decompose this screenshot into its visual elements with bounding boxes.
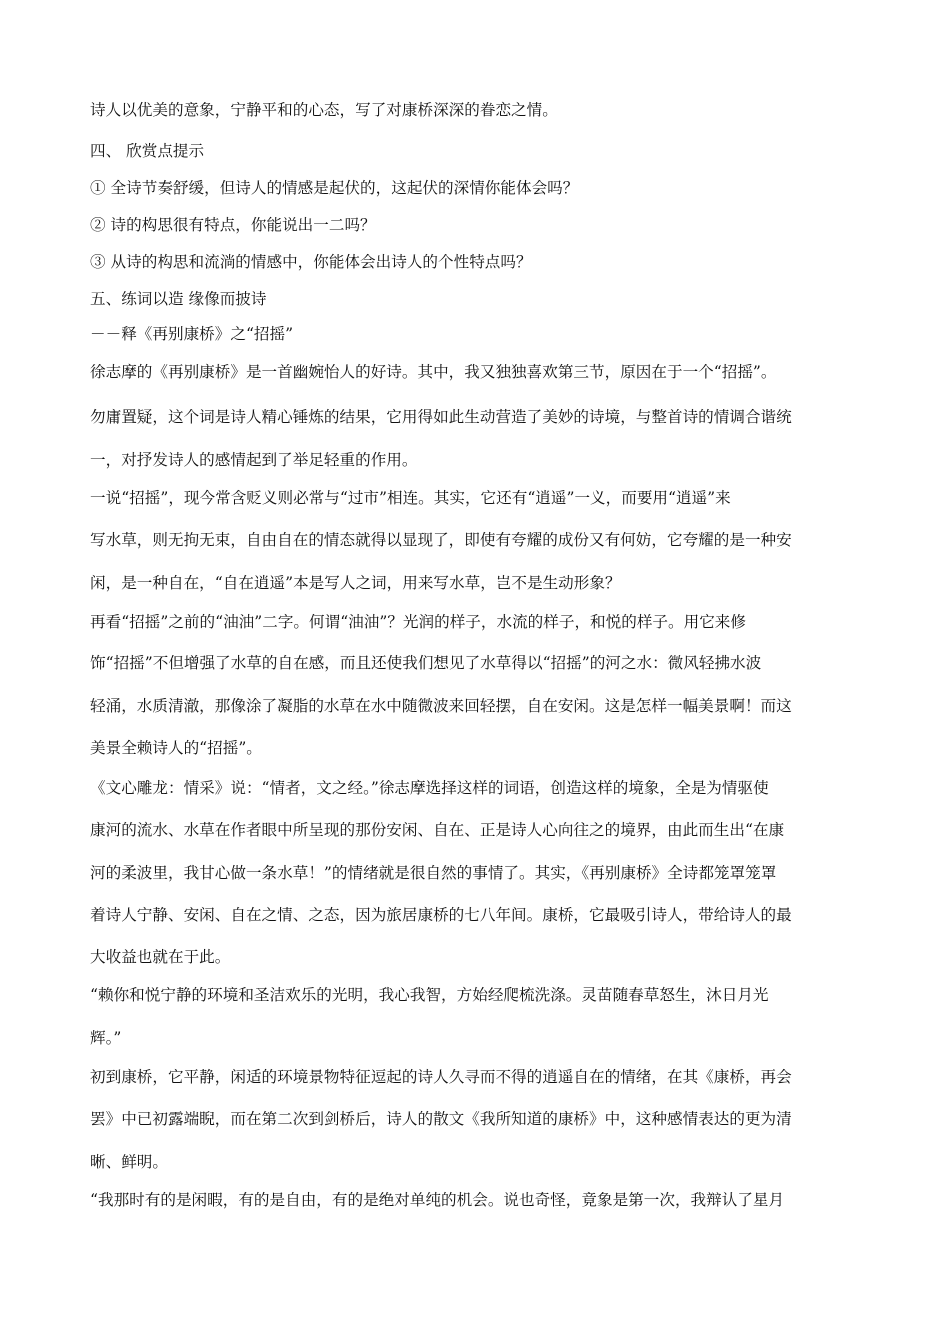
text-line: 再看“招摇”之前的“油油”二字。何谓“油油”？光润的样子，水流的样子，和悦的样子。用它来修 xyxy=(90,613,746,631)
section-heading: 五、练词以造 缘像而披诗 xyxy=(90,290,267,308)
text-line: 晰、鲜明。 xyxy=(90,1153,168,1171)
text-line: 康河的流水、水草在作者眼中所呈现的那份安闲、自在、正是诗人心向往之的境界，由此而生出“在康 xyxy=(90,821,785,839)
text-line: 大收益也就在于此。 xyxy=(90,948,231,966)
text-line: 一说“招摇”，现今常含贬义则必常与“过市”相连。其实，它还有“逍遥”一义，而要用“逍遥”来 xyxy=(90,489,731,507)
text-line: 着诗人宁静、安闲、自在之情、之态，因为旅居康桥的七八年间。康桥，它最吸引诗人，带给诗人的最 xyxy=(90,906,792,924)
text-line: 诗人以优美的意象，宁静平和的心态，写了对康桥深深的眷恋之情。 xyxy=(90,101,558,119)
text-line: 写水草，则无拘无束，自由自在的情态就得以显现了，即使有夸耀的成份又有何妨，它夸耀的是一种安 xyxy=(90,531,792,549)
text-line: 勿庸置疑，这个词是诗人精心锤炼的结果，它用得如此生动营造了美妙的诗境，与整首诗的情调合谐统 xyxy=(90,408,792,426)
text-line: 《文心雕龙：情采》说：“情者，文之经。”徐志摩选择这样的词语，创造这样的境象，全是为情驱使 xyxy=(90,779,769,797)
quote-line: “赖你和悦宁静的环境和圣洁欢乐的光明，我心我智，方始经爬梳洗涤。灵苗随春草怒生，沐日月光 xyxy=(90,986,769,1004)
text-line: 轻涌，水质清澈，那像涂了凝脂的水草在水中随微波来回轻摆，自在安闲。这是怎样一幅美景啊！而这 xyxy=(90,697,792,715)
list-item: ③ 从诗的构思和流淌的情感中，你能体会出诗人的个性特点吗？ xyxy=(90,253,532,271)
quote-line: “我那时有的是闲暇，有的是自由，有的是绝对单纯的机会。说也奇怪，竟象是第一次，我辩认了星月 xyxy=(90,1191,785,1209)
subtitle: －－释《再别康桥》之“招摇” xyxy=(90,325,294,343)
text-line: 美景全赖诗人的“招摇”。 xyxy=(90,739,262,757)
section-heading: 四、 欣赏点提示 xyxy=(90,142,205,160)
quote-line: 辉。” xyxy=(90,1029,122,1047)
text-line: 一，对抒发诗人的感情起到了举足轻重的作用。 xyxy=(90,451,418,469)
text-line: 徐志摩的《再别康桥》是一首幽婉怡人的好诗。其中，我又独独喜欢第三节，原因在于一个“招摇”。 xyxy=(90,363,777,381)
list-item: ② 诗的构思很有特点，你能说出一二吗？ xyxy=(90,216,376,234)
text-line: 闲，是一种自在，“自在逍遥”本是写人之词，用来写水草，岂不是生动形象？ xyxy=(90,574,621,592)
list-item: ① 全诗节奏舒缓，但诗人的情感是起伏的，这起伏的深情你能体会吗？ xyxy=(90,179,579,197)
text-line: 罢》中已初露端睨，而在第二次到剑桥后，诗人的散文《我所知道的康桥》中，这种感情表达的更为清 xyxy=(90,1110,792,1128)
text-line: 河的柔波里，我甘心做一条水草！”的情绪就是很自然的事情了。其实，《再别康桥》全诗都笼罩笼罩 xyxy=(90,864,777,882)
text-line: 饰“招摇”不但增强了水草的自在感，而且还使我们想见了水草得以“招摇”的河之水：微风轻拂水波 xyxy=(90,654,762,672)
text-line: 初到康桥，它平静，闲适的环境景物特征逗起的诗人久寻而不得的逍遥自在的情绪，在其《康桥，再会 xyxy=(90,1068,792,1086)
